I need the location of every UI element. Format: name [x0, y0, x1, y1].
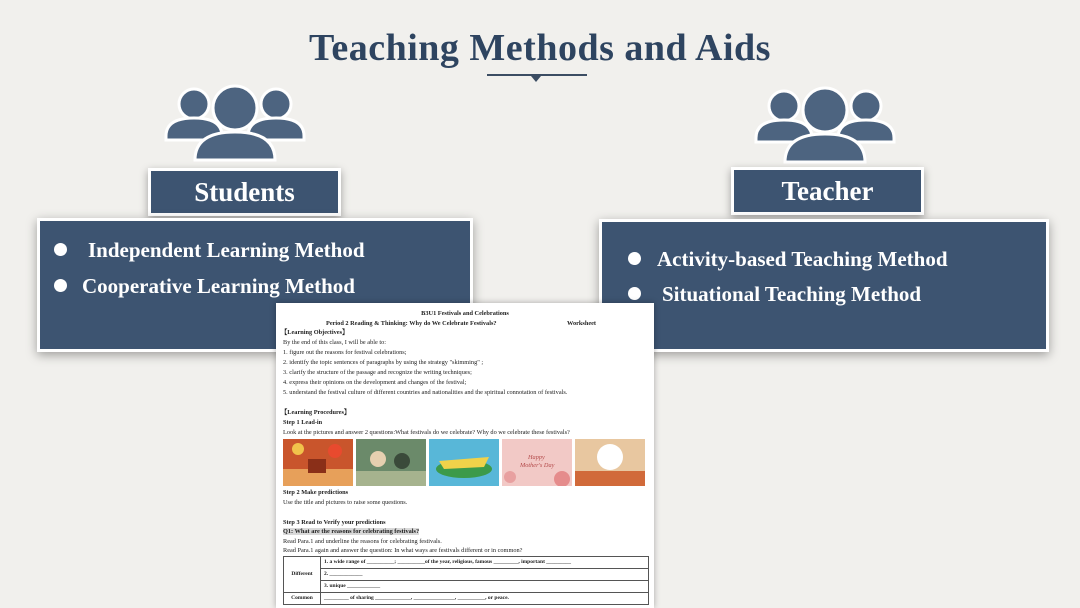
objectives-title: 【Learning Objectives】	[281, 329, 349, 336]
objectives-intro: By the end of this class, I will be able to:	[283, 339, 387, 346]
different-row: 1. a wide range of __________; __________of the year, religious, famous _________, important _________	[321, 557, 649, 569]
card-text-happy: Happy	[528, 454, 545, 461]
worksheet-image	[276, 303, 654, 608]
teacher-method-2: Situational Teaching Method	[662, 282, 922, 306]
objective-item: 3. clarify the structure of the passage and recognize the writing techniques;	[283, 369, 472, 376]
teacher-label: Teacher	[731, 167, 924, 215]
bullet-dot	[54, 243, 67, 256]
different-row: 2. ____________	[321, 569, 649, 581]
step2-title: Step 2 Make predictions	[283, 489, 349, 496]
objective-item: 1. figure out the reasons for festival celebrations;	[283, 349, 407, 356]
step2-text: Use the title and pictures to raise some questions.	[283, 499, 408, 506]
students-method-2: Cooperative Learning Method	[82, 274, 355, 298]
objective-item: 4. express their opinions on the development and changes of the festival;	[283, 379, 467, 386]
read-instruction-1: Read Para.1 and underline the reasons for celebrating festivals.	[283, 538, 442, 545]
read-instruction-2: Read Para.1 again and answer the question: In what ways are festivals different or in common?	[283, 547, 523, 554]
worksheet-heading: B3U1 Festivals and Celebrations	[421, 310, 509, 317]
objective-item: 5. understand the festival culture of different countries and nationalities and the spiritual connotation of festivals.	[283, 389, 568, 396]
procedures-title: 【Learning Procedures】	[281, 409, 351, 416]
worksheet-type: Worksheet	[567, 320, 597, 327]
slide-title: Teaching Methods and Aids	[309, 27, 771, 69]
bullet-dot	[628, 252, 641, 265]
different-row: 3. unique ____________	[321, 581, 649, 593]
festival-picture-5	[575, 439, 645, 486]
comparison-table	[283, 556, 649, 605]
bullet-dot	[54, 279, 67, 292]
students-label: Students	[148, 168, 341, 216]
card-text-mothers-day: Mother's Day	[520, 462, 555, 469]
step1-text: Look at the pictures and answer 2 questions:What festivals do we celebrate? Why do we celebrate these festivals?	[283, 429, 570, 436]
students-people-icon	[160, 78, 310, 164]
festival-picture-2	[356, 439, 426, 486]
step3-title: Step 3 Read to Verify your predictions	[283, 519, 386, 526]
students-method-1: Independent Learning Method	[88, 238, 365, 262]
objective-item: 2. identify the topic sentences of paragraphs by using the strategy "skimming" ;	[283, 359, 484, 366]
worksheet-subheading: Period 2 Reading & Thinking: Why do We Celebrate Festivals?	[326, 320, 497, 327]
festival-picture-1	[283, 439, 353, 486]
common-row: _________ of sharing _____________, _______________, __________, or peace.	[321, 593, 649, 605]
different-label: Different	[284, 557, 321, 593]
bullet-dot	[628, 287, 641, 300]
festival-picture-3	[429, 439, 499, 486]
common-label: Common	[284, 593, 321, 605]
title-pointer	[531, 76, 541, 82]
step1-title: Step 1 Lead-in	[283, 419, 323, 426]
teacher-method-1: Activity-based Teaching Method	[657, 247, 948, 271]
teacher-people-icon	[750, 80, 900, 166]
q1-text: Q1: What are the reasons for celebrating festivals?	[283, 528, 420, 535]
